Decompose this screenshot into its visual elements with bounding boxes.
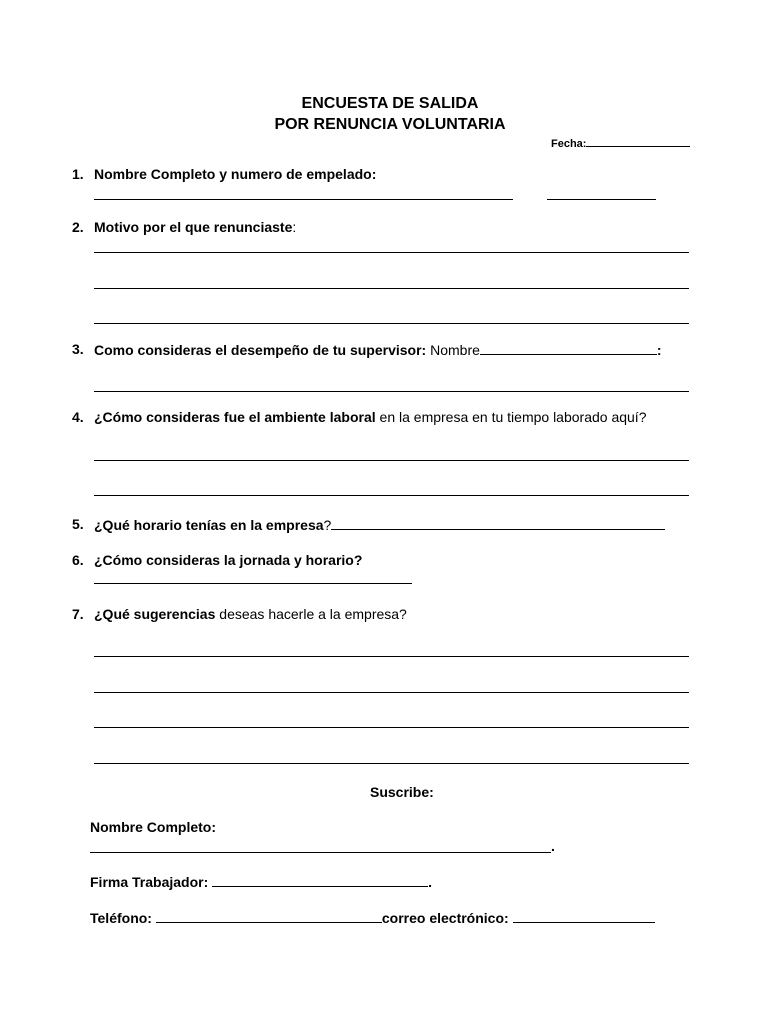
question-number: 4.	[72, 409, 84, 425]
answer-line-name[interactable]	[94, 199, 513, 200]
signature-field: Firma Trabajador: .	[90, 874, 433, 890]
email-blank[interactable]	[513, 909, 655, 923]
full-name-label: Nombre Completo:	[90, 819, 216, 835]
question-number: 5.	[72, 516, 84, 532]
answer-line[interactable]	[94, 495, 689, 496]
answer-line[interactable]	[94, 252, 689, 253]
contact-field	[90, 909, 655, 926]
date-field	[551, 136, 690, 150]
period: .	[551, 838, 555, 854]
question-4: ¿Cómo consideras fue el ambiente laboral en la empresa en tu tiempo laborado aquí?	[94, 409, 647, 425]
answer-line[interactable]	[94, 727, 689, 728]
signature-label: Firma Trabajador:	[90, 874, 209, 890]
question-7: ¿Qué sugerencias deseas hacerle a la empresa?	[94, 606, 407, 622]
question-number: 7.	[72, 606, 84, 622]
answer-line[interactable]	[94, 323, 689, 324]
answer-line-employee-number[interactable]	[547, 199, 656, 200]
question-5: ¿Qué horario tenías en la empresa?	[94, 516, 665, 533]
date-label: Fecha:	[551, 138, 587, 150]
suscribe-heading: Suscribe:	[370, 784, 434, 800]
answer-line[interactable]	[94, 583, 412, 584]
signature-blank[interactable]	[212, 873, 428, 887]
answer-line[interactable]	[94, 763, 689, 764]
date-blank[interactable]	[586, 136, 690, 147]
question-number: 3.	[72, 341, 84, 357]
question-2: Motivo por el que renunciaste:	[94, 219, 297, 235]
email-label: correo electrónico:	[381, 910, 509, 926]
answer-line[interactable]	[94, 391, 689, 392]
question-number: 6.	[72, 552, 84, 568]
document-subtitle: POR RENUNCIA VOLUNTARIA	[274, 116, 506, 133]
phone-blank[interactable]	[156, 909, 382, 923]
supervisor-name-blank[interactable]	[480, 341, 657, 355]
answer-line[interactable]	[94, 656, 689, 657]
answer-line[interactable]	[94, 460, 689, 461]
question-6: ¿Cómo consideras la jornada y horario?	[94, 552, 363, 568]
question-number: 2.	[72, 219, 84, 235]
full-name-line[interactable]	[90, 852, 551, 853]
answer-line[interactable]	[94, 288, 689, 289]
answer-line[interactable]	[94, 692, 689, 693]
document-title: ENCUESTA DE SALIDA	[301, 95, 479, 112]
question-3: Como consideras el desempeño de tu supervisor: Nombre :	[94, 342, 662, 358]
question-1: Nombre Completo y numero de empelado:	[94, 166, 377, 182]
question-number: 1.	[72, 166, 84, 182]
schedule-blank[interactable]	[331, 516, 665, 530]
phone-label: Teléfono:	[90, 910, 152, 926]
